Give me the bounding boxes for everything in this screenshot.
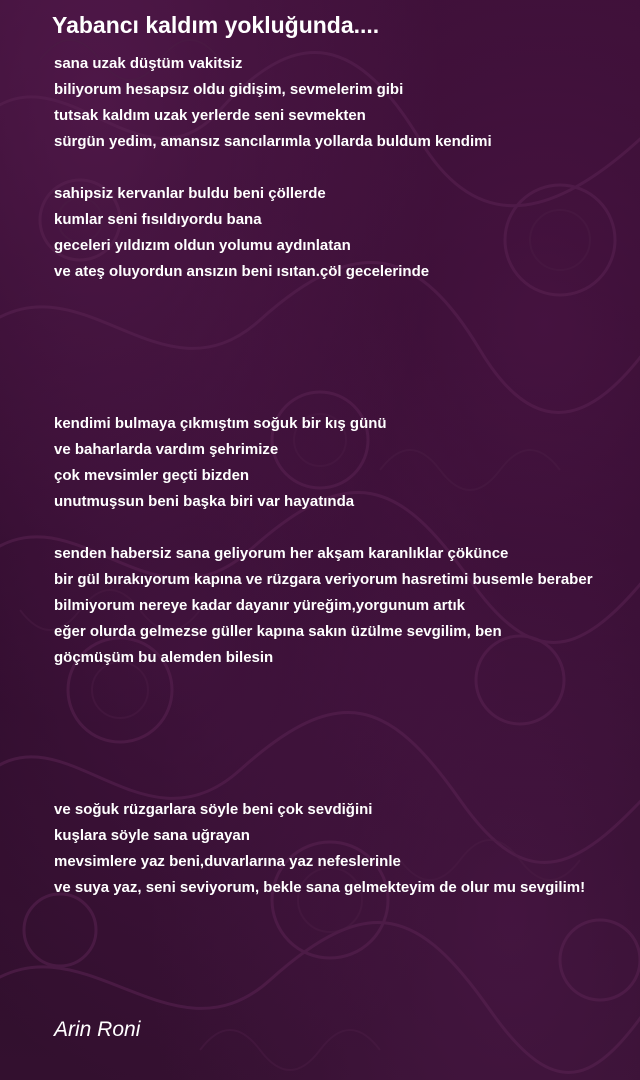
poem-line: sana uzak düştüm vakitsiz [54, 55, 243, 72]
poem-line: tutsak kaldım uzak yerlerde seni sevmekten [54, 107, 366, 124]
poem-line: geceleri yıldızım oldun yolumu aydınlatan [54, 237, 351, 254]
poem-line: eğer olurda gelmezse güller kapına sakın üzülme sevgilim, ben [54, 623, 502, 640]
poem-line: göçmüşüm bu alemden bilesin [54, 649, 274, 666]
stanza-5 [54, 797, 585, 901]
poem-line: unutmuşsun beni başka biri var hayatında [54, 493, 355, 510]
stanza-1 [54, 51, 492, 155]
stanza-4 [54, 541, 593, 671]
poem-line: kendimi bulmaya çıkmıştım soğuk bir kış günü [54, 415, 387, 432]
poem-author: Arin Roni [54, 1018, 141, 1041]
stanza-3 [54, 411, 387, 515]
poem-title: Yabancı kaldım yokluğunda.... [52, 12, 380, 38]
poem-line: ve baharlarda vardım şehrimize [54, 441, 279, 458]
poem-line: kuşlara söyle sana uğrayan [54, 827, 250, 844]
poem-line: çok mevsimler geçti bizden [54, 467, 250, 484]
stanza-2 [54, 181, 429, 285]
poem-line: ve ateş oluyordun ansızın beni ısıtan.çöl gecelerinde [54, 263, 430, 280]
poem-line: sürgün yedim, amansız sancılarımla yollarda buldum kendimi [54, 133, 492, 150]
poem-line: ve soğuk rüzgarlara söyle beni çok sevdiğini [54, 801, 373, 818]
poem-line: bir gül bırakıyorum kapına ve rüzgara veriyorum hasretimi busemle beraber [54, 571, 593, 588]
poem-line: senden habersiz sana geliyorum her akşam karanlıklar çökünce [54, 545, 509, 562]
poem-line: sahipsiz kervanlar buldu beni çöllerde [54, 185, 326, 202]
poem-line: bilmiyorum nereye kadar dayanır yüreğim,yorgunum artık [54, 597, 465, 614]
poem-line: ve suya yaz, seni seviyorum, bekle sana gelmekteyim de olur mu sevgilim! [54, 879, 586, 896]
poem-line: kumlar seni fısıldıyordu bana [54, 211, 262, 228]
poem-line: mevsimlere yaz beni,duvarlarına yaz nefeslerinle [54, 853, 401, 870]
poem-line: biliyorum hesapsız oldu gidişim, sevmelerim gibi [54, 81, 404, 98]
